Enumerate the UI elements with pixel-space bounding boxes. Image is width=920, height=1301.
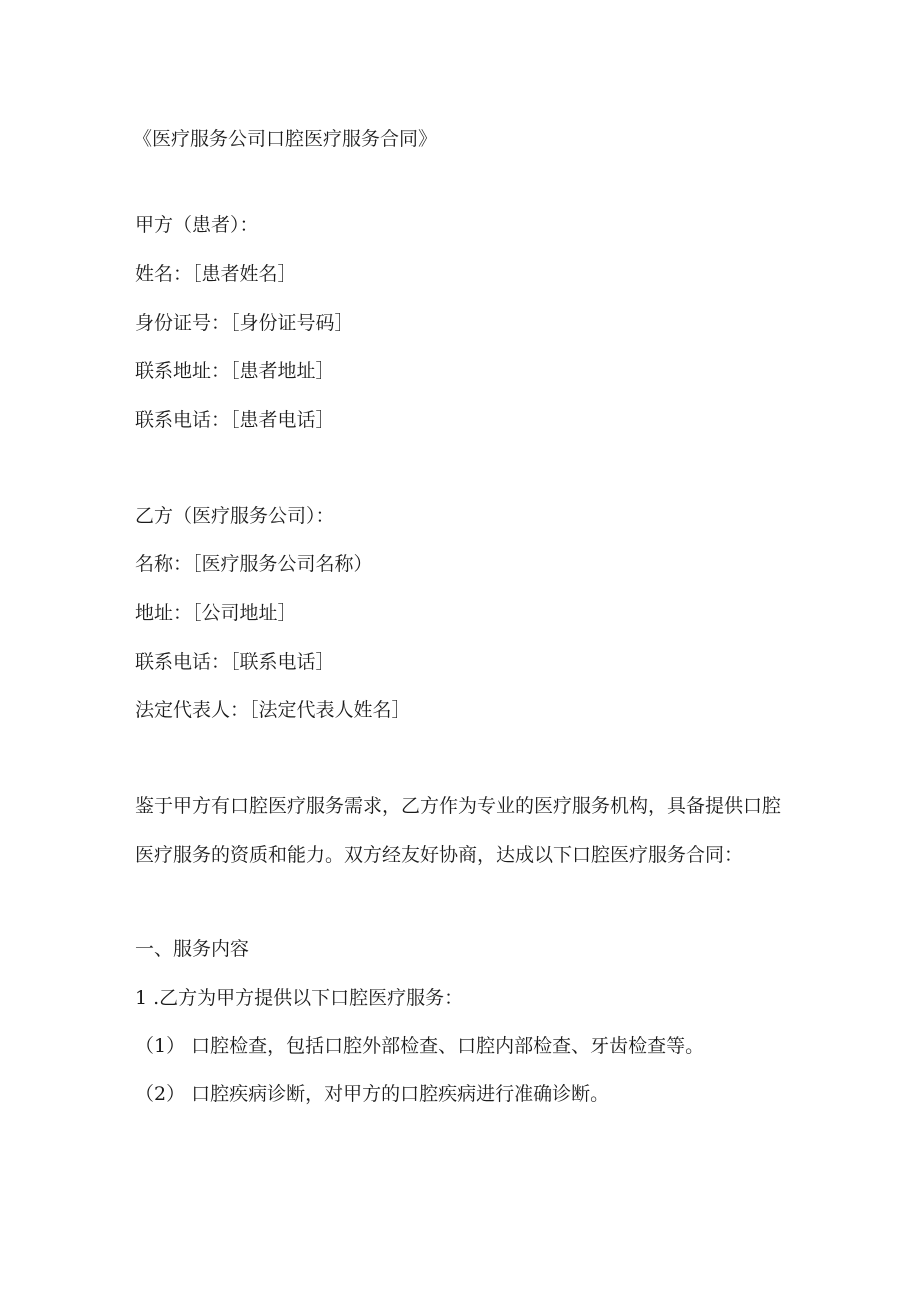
section-1-sub-2: （2） 口腔疾病诊断，对甲方的口腔疾病进行准确诊断。 — [135, 1083, 610, 1105]
section-1-item-1: 1 .乙方为甲方提供以下口腔医疗服务： — [135, 987, 464, 1009]
party-b-phone: 联系电话：［联系电话］ — [135, 651, 335, 673]
section-1-heading: 一、服务内容 — [135, 938, 250, 960]
preamble-line-2: 医疗服务的资质和能力。双方经友好协商，达成以下口腔医疗服务合同： — [135, 844, 744, 866]
party-a-id: 身份证号：［身份证号码］ — [135, 312, 354, 334]
party-b-name: 名称：［医疗服务公司名称） — [135, 553, 373, 575]
preamble-line-1: 鉴于甲方有口腔医疗服务需求，乙方作为专业的医疗服务机构，具备提供口腔 — [135, 795, 782, 817]
party-a-address: 联系地址：［患者地址］ — [135, 360, 335, 382]
section-1-sub-1: （1） 口腔检查，包括口腔外部检查、口腔内部检查、牙齿检查等。 — [135, 1035, 705, 1057]
party-a-phone: 联系电话：［患者电话］ — [135, 409, 335, 431]
party-b-heading: 乙方（医疗服务公司）： — [135, 505, 335, 527]
party-b-address: 地址：［公司地址］ — [135, 602, 297, 624]
party-b-representative: 法定代表人：［法定代表人姓名］ — [135, 699, 411, 721]
party-a-heading: 甲方（患者）： — [135, 214, 259, 236]
party-a-name: 姓名：［患者姓名］ — [135, 263, 297, 285]
document-title: 《医疗服务公司口腔医疗服务合同》 — [133, 128, 438, 150]
